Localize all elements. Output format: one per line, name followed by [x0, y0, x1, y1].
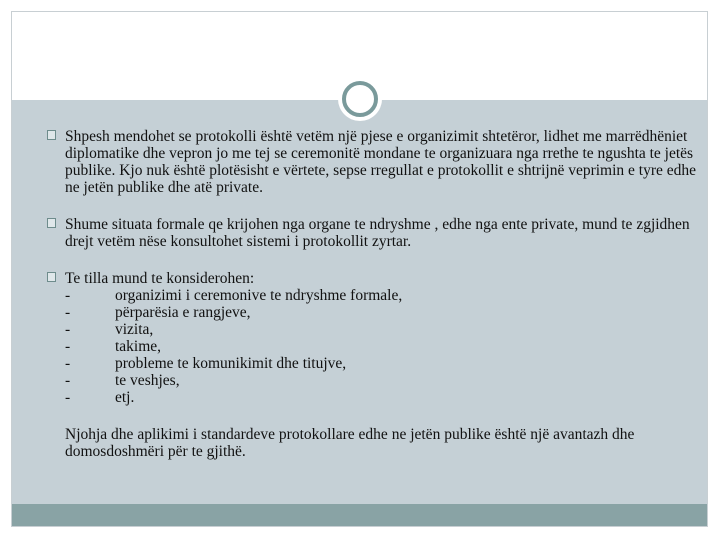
sub-item-text: organizimi i ceremonive te ndryshme formale, — [115, 287, 403, 304]
bullet-2 — [47, 216, 697, 250]
bullet-1-text: Shpesh mendohet se protokolli është vetëm një pjese e organizimit shtetëror, lidhet me marrëdhëniet diplomatike dhe vepron jo me tej se ceremonitë mondane te organizuara nga rrethe te ngushta te jetës publike. Kjo nuk është plotësisht e vërtete, sepse rregullat e protokollit e shtrijnë veprimin e tyre edhe ne jetën publike dhe atë private. — [65, 128, 697, 196]
dash: - — [65, 321, 71, 338]
sub-item-text: probleme te komunikimit dhe titujve, — [115, 355, 347, 372]
dash: - — [65, 389, 71, 406]
slide-body — [47, 128, 697, 460]
closing-paragraph: Njohja dhe aplikimi i standardeve protokollare edhe ne jetën publike është një avantazh dhe domosdoshmëri për te gjithë. — [65, 426, 635, 460]
bullet-2-text: Shume situata formale qe krijohen nga organe te ndryshme , edhe nga ente private, mund te zgjidhen drejt vetëm nëse konsultohet sistemi i protokollit zyrtar. — [65, 216, 690, 250]
bullet-3 — [47, 270, 697, 406]
circle-ring-icon — [338, 77, 382, 121]
square-bullet-icon — [47, 218, 56, 228]
square-bullet-icon — [47, 130, 56, 140]
sub-item-2 — [65, 304, 697, 321]
slide-bottom-band — [12, 504, 707, 526]
sub-item-6 — [65, 372, 697, 389]
circle-ring-inner — [342, 81, 378, 117]
sub-item-text: përparësia e rangjeve, — [115, 304, 251, 321]
dash: - — [65, 304, 71, 321]
sub-item-text: takime, — [115, 338, 162, 355]
dash: - — [65, 287, 71, 304]
bullet-1 — [47, 128, 697, 196]
sub-item-3 — [65, 321, 697, 338]
sub-item-text: vizita, — [115, 321, 154, 338]
bullet-3-text: Te tilla mund te konsiderohen: — [65, 270, 255, 287]
sub-item-4 — [65, 338, 697, 355]
sub-list — [65, 287, 697, 406]
sub-item-7 — [65, 389, 697, 406]
square-bullet-icon — [47, 272, 56, 282]
sub-item-text: te veshjes, — [115, 372, 180, 389]
dash: - — [65, 355, 71, 372]
sub-item-5 — [65, 355, 697, 372]
sub-item-text: etj. — [115, 389, 135, 406]
sub-item-1 — [65, 287, 697, 304]
dash: - — [65, 338, 71, 355]
dash: - — [65, 372, 71, 389]
